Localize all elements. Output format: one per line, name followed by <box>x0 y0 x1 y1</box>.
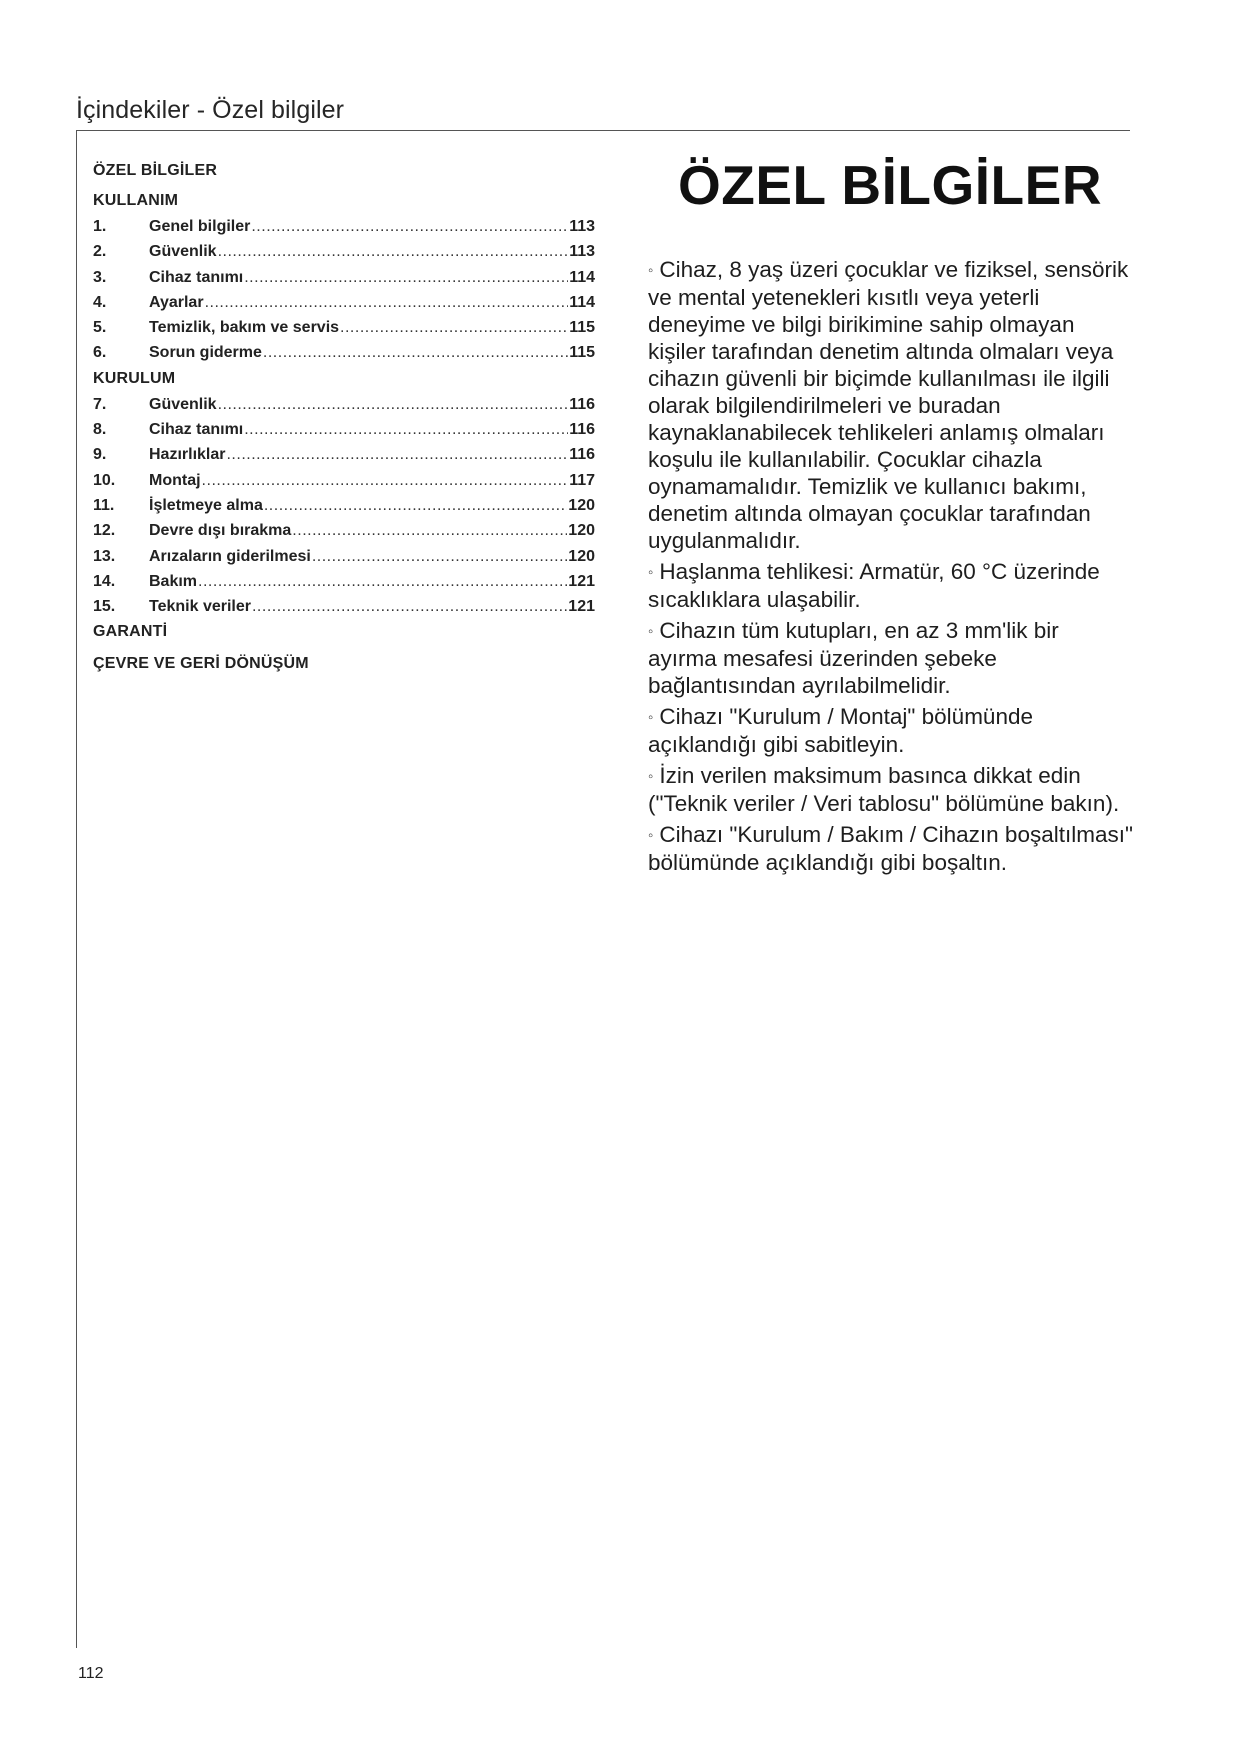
toc-entry-label: Teknik veriler <box>149 598 251 616</box>
toc-entry[interactable] <box>93 265 595 290</box>
toc-entry-page-number: 117 <box>569 471 595 489</box>
toc-entry-number: 12. <box>93 522 116 540</box>
toc-heading-environment-recycling[interactable]: ÇEVRE VE GERİ DÖNÜŞÜM <box>93 655 309 673</box>
toc-entry-page-number: 114 <box>569 293 595 311</box>
bullet-icon: ◦ <box>648 564 654 581</box>
toc-entry-page-number: 113 <box>569 218 595 235</box>
toc-dot-leader <box>312 544 567 569</box>
safety-note-text: Cihazı "Kurulum / Montaj" bölümünde açıklandığı gibi sabitleyin. <box>648 704 1033 757</box>
toc-dot-leader <box>226 442 568 467</box>
safety-note-item <box>648 256 1133 554</box>
safety-note-text: Cihazın tüm kutupları, en az 3 mm'lik bir ayırma mesafesi üzerinden şebeke bağlantısından ayrılabilmelidir. <box>648 618 1059 698</box>
toc-entry[interactable] <box>93 493 595 518</box>
toc-entry-label: Güvenlik <box>149 395 217 413</box>
toc-dot-leader <box>218 239 569 264</box>
toc-entry-label: Arızaların giderilmesi <box>149 547 311 565</box>
toc-entry-page-number: 121 <box>568 572 595 590</box>
toc-dot-leader <box>264 493 567 518</box>
toc-entry[interactable] <box>93 392 595 417</box>
toc-dot-leader <box>251 214 568 239</box>
toc-entry-label: Temizlik, bakım ve servis <box>149 319 340 337</box>
toc-entry-label: Montaj <box>149 471 201 489</box>
safety-note-text: Cihaz, 8 yaş üzeri çocuklar ve fiziksel, sensörik ve mental yetenekleri kısıtlı veya yeterli deneyime ve bilgi birikimine sahip olmayan kişiler tarafından denetim altında olmaları veya cihazın güvenli bir biçimde kullanılması ile ilgili olarak bilgilendirilmeleri ve buradan kaynaklanabilecek tehlikeleri anlamış olmaları koşulu ile kullanılabilir. Çocuklar cihazla oynamamalıdır. Temizlik ve kullanıcı bakımı, denetim altında olmayan çocuklar tarafından uygulanmalıdır. <box>648 257 1129 553</box>
toc-entry-label: Bakım <box>149 572 198 590</box>
safety-notes-list <box>648 256 1133 880</box>
toc-entry-label: İşletmeye alma <box>149 496 263 514</box>
toc-entry-label: Cihaz tanımı <box>149 421 244 439</box>
toc-entry-number: 3. <box>93 268 107 286</box>
toc-dot-leader <box>202 468 569 493</box>
toc-heading-special-info[interactable]: ÖZEL BİLGİLER <box>93 162 218 179</box>
toc-entry[interactable] <box>93 214 595 239</box>
toc-entry[interactable] <box>93 594 595 619</box>
page-header-title: İçindekiler - Özel bilgiler <box>76 96 345 124</box>
toc-heading-usage[interactable]: KULLANIM <box>93 192 179 209</box>
toc-entry-number: 6. <box>93 344 107 362</box>
toc-dot-leader <box>263 340 568 365</box>
toc-entry-number: 10. <box>93 471 116 489</box>
left-margin-rule <box>76 130 77 1648</box>
toc-entry-number: 4. <box>93 293 107 311</box>
toc-entry[interactable] <box>93 544 595 569</box>
toc-heading-installation[interactable]: KURULUM <box>93 369 176 387</box>
safety-note-item <box>648 703 1133 758</box>
toc-entry[interactable] <box>93 518 595 543</box>
toc-entry-number: 8. <box>93 421 107 439</box>
toc-entry-page-number: 115 <box>569 344 595 362</box>
toc-dot-leader <box>218 392 569 417</box>
bullet-icon: ◦ <box>648 827 654 844</box>
toc-entry-page-number: 116 <box>569 395 595 413</box>
toc-entry-page-number: 116 <box>569 421 595 439</box>
toc-entry-label: Cihaz tanımı <box>149 268 244 286</box>
toc-entry[interactable] <box>93 290 595 315</box>
bullet-icon: ◦ <box>648 768 654 785</box>
toc-entry-number: 9. <box>93 446 107 464</box>
toc-entry-page-number: 120 <box>568 522 595 540</box>
toc-entry-label: Ayarlar <box>149 293 204 311</box>
toc-entry-page-number: 116 <box>569 446 595 464</box>
toc-entry-number: 5. <box>93 319 107 337</box>
toc-entry[interactable] <box>93 569 595 594</box>
toc-entry[interactable] <box>93 340 595 365</box>
toc-entry-page-number: 120 <box>568 496 595 514</box>
toc-installation-entries <box>93 392 595 620</box>
safety-note-text: Cihazı "Kurulum / Bakım / Cihazın boşaltılması" bölümünde açıklandığı gibi boşaltın. <box>648 822 1133 875</box>
header-rule <box>76 130 1130 131</box>
toc-dot-leader <box>244 265 568 290</box>
toc-entry-label: Devre dışı bırakma <box>149 522 292 540</box>
toc-entry-page-number: 114 <box>569 268 595 286</box>
section-title: ÖZEL BİLGİLER <box>677 154 1103 216</box>
bullet-icon: ◦ <box>648 623 654 640</box>
toc-entry-number: 7. <box>93 395 107 413</box>
toc-entry[interactable] <box>93 417 595 442</box>
toc-heading-warranty[interactable]: GARANTİ <box>93 623 168 641</box>
toc-dot-leader <box>252 594 567 619</box>
toc-entry-page-number: 113 <box>569 243 595 261</box>
toc-entry-label: Hazırlıklar <box>149 446 226 464</box>
bullet-icon: ◦ <box>648 262 654 279</box>
toc-entry-page-number: 121 <box>568 598 595 616</box>
toc-entry[interactable] <box>93 468 595 493</box>
safety-note-item <box>648 821 1133 876</box>
toc-entry-number: 2. <box>93 243 107 261</box>
safety-note-item <box>648 762 1133 817</box>
table-of-contents <box>93 160 595 677</box>
toc-dot-leader <box>198 569 567 594</box>
toc-dot-leader <box>244 417 568 442</box>
toc-entry-number: 15. <box>93 598 116 616</box>
toc-entry-label: Güvenlik <box>149 243 217 261</box>
toc-entry-number: 11. <box>93 496 115 514</box>
toc-dot-leader <box>292 518 567 543</box>
safety-note-item <box>648 558 1133 613</box>
safety-note-text: İzin verilen maksimum basınca dikkat edin ("Teknik veriler / Veri tablosu" bölümüne bakın). <box>648 763 1120 816</box>
page-number: 112 <box>78 1665 104 1682</box>
toc-entry-number: 14. <box>93 572 116 590</box>
toc-entry-label: Genel bilgiler <box>149 218 251 235</box>
toc-entry[interactable] <box>93 442 595 467</box>
safety-note-item <box>648 617 1133 699</box>
toc-usage-entries <box>93 214 595 366</box>
toc-entry[interactable] <box>93 315 595 340</box>
toc-entry-label: Sorun giderme <box>149 344 262 362</box>
toc-entry-number: 1. <box>93 218 107 235</box>
toc-entry[interactable] <box>93 239 595 264</box>
toc-entry-page-number: 120 <box>568 547 595 565</box>
safety-note-text: Haşlanma tehlikesi: Armatür, 60 °C üzerinde sıcaklıklara ulaşabilir. <box>648 559 1100 612</box>
toc-entry-number: 13. <box>93 547 116 565</box>
bullet-icon: ◦ <box>648 709 654 726</box>
toc-entry-page-number: 115 <box>569 319 595 337</box>
toc-dot-leader <box>205 290 569 315</box>
toc-dot-leader <box>340 315 568 340</box>
